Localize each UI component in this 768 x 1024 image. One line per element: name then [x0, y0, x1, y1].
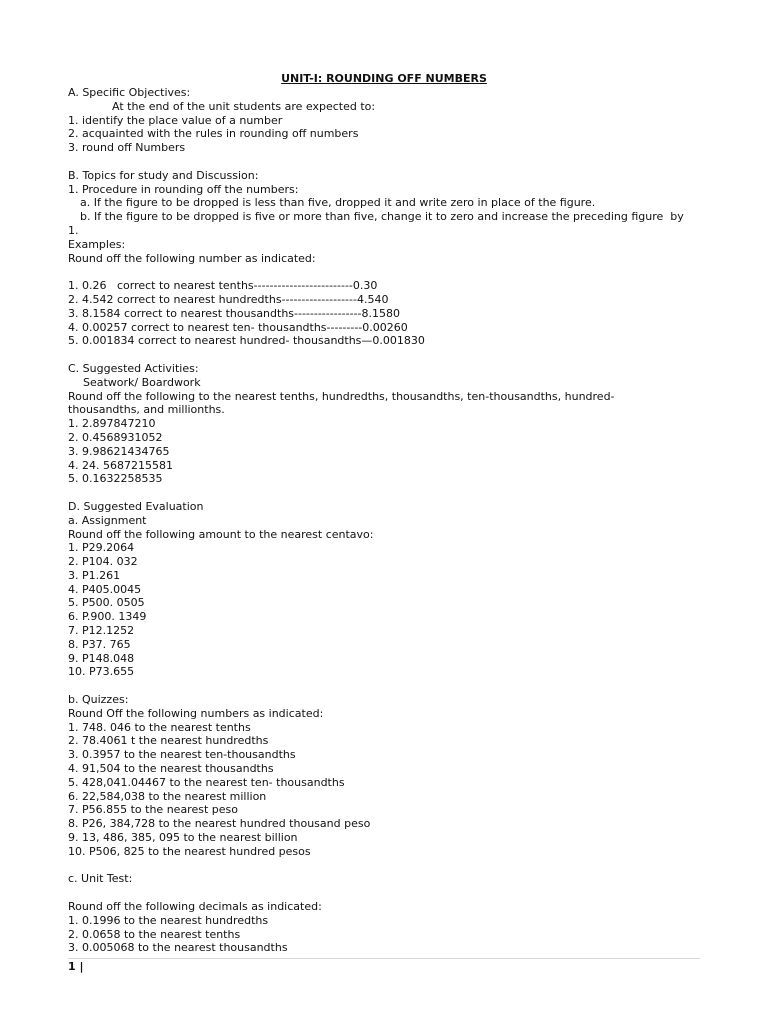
blank-line [68, 348, 708, 362]
example-item: 4. 0.00257 correct to nearest ten- thousandths---------0.00260 [68, 320, 408, 334]
activity-item: 1. 2.897847210 [68, 417, 156, 431]
assignment-item: 7. P12.1252 [68, 624, 135, 638]
unit-test-item: 3. 0.005068 to the nearest thousandths [68, 941, 288, 955]
quiz-item: 3. 0.3957 to the nearest ten-thousandths [68, 748, 296, 762]
quiz-item: 6. 22,584,038 to the nearest million [68, 789, 267, 803]
example-item: 2. 4.542 correct to nearest hundredths-------------------4.540 [68, 292, 389, 306]
assignment-item: 1. P29.2064 [68, 541, 135, 555]
activity-item: 4. 24. 5687215581 [68, 458, 173, 472]
footer-divider [68, 958, 700, 959]
document-title: UNIT-I: ROUNDING OFF NUMBERS [281, 72, 487, 85]
examples-label: Examples: [68, 237, 126, 251]
rule-a: a. If the figure to be dropped is less than five, dropped it and write zero in place of the figure. [80, 196, 596, 210]
quiz-item: 10. P506, 825 to the nearest hundred pesos [68, 844, 311, 858]
activity-item: 3. 9.98621434765 [68, 444, 170, 458]
blank-line [68, 886, 708, 900]
unit-test-item: 1. 0.1996 to the nearest hundredths [68, 913, 269, 927]
example-item: 5. 0.001834 correct to nearest hundred- thousandths—0.001830 [68, 334, 425, 348]
objective-item: 3. round off Numbers [68, 141, 186, 155]
example-item: 3. 8.1584 correct to nearest thousandths-----------------8.1580 [68, 306, 400, 320]
section-a-intro: At the end of the unit students are expected to: [112, 99, 376, 113]
assignment-item: 10. P73.655 [68, 665, 135, 679]
section-c-sub: Seatwork/ Boardwork [83, 375, 201, 389]
blank-line [68, 155, 708, 169]
assignment-item: 3. P1.261 [68, 568, 121, 582]
section-d-heading: D. Suggested Evaluation [68, 499, 204, 513]
objective-item: 1. identify the place value of a number [68, 113, 283, 127]
section-c-heading: C. Suggested Activities: [68, 361, 199, 375]
section-a-heading: A. Specific Objectives: [68, 86, 191, 99]
page-number: 1 | [68, 960, 84, 973]
unit-test-intro: Round off the following decimals as indicated: [68, 900, 322, 914]
rule-b: b. If the figure to be dropped is five or more than five, change it to zero and increase the preceding figure by [80, 210, 684, 224]
section-b-heading: B. Topics for study and Discussion: [68, 168, 259, 182]
activity-instruction-cont: thousandths, and millionths. [68, 403, 225, 417]
quiz-item: 1. 748. 046 to the nearest tenths [68, 720, 251, 734]
assignment-item: 4. P405.0045 [68, 582, 142, 596]
unit-test-item: 2. 0.0658 to the nearest tenths [68, 927, 241, 941]
blank-line [68, 859, 708, 873]
example-item: 1. 0.26 correct to nearest tenths-------------------------0.30 [68, 279, 378, 293]
rule-b-continuation: 1. [68, 223, 79, 237]
blank-line [68, 486, 708, 500]
quiz-item: 8. P26, 384,728 to the nearest hundred thousand peso [68, 817, 371, 831]
activity-instruction: Round off the following to the nearest tenths, hundredths, thousandths, ten-thousandths, hundred- [68, 389, 615, 403]
procedure-line: 1. Procedure in rounding off the numbers: [68, 182, 299, 196]
quiz-item: 5. 428,041.04467 to the nearest ten- thousandths [68, 775, 345, 789]
quiz-item: 9. 13, 486, 385, 095 to the nearest billion [68, 831, 298, 845]
assignment-item: 6. P.900. 1349 [68, 610, 147, 624]
document-body [68, 86, 708, 955]
quiz-item: 2. 78.4061 t the nearest hundredths [68, 734, 269, 748]
assignment-item: 2. P104. 032 [68, 555, 138, 569]
activity-item: 5. 0.1632258535 [68, 472, 163, 486]
blank-line [68, 679, 708, 693]
blank-line [68, 265, 708, 279]
examples-intro: Round off the following number as indicated: [68, 251, 316, 265]
quiz-item: 4. 91,504 to the nearest thousandths [68, 762, 274, 776]
assignment-item: 9. P148.048 [68, 651, 135, 665]
assignment-item: 5. P500. 0505 [68, 596, 145, 610]
quizzes-intro: Round Off the following numbers as indicated: [68, 706, 324, 720]
assignment-intro: Round off the following amount to the nearest centavo: [68, 527, 374, 541]
assignment-item: 8. P37. 765 [68, 637, 131, 651]
objective-item: 2. acquainted with the rules in rounding off numbers [68, 127, 359, 141]
quiz-item: 7. P56.855 to the nearest peso [68, 803, 238, 817]
activity-item: 2. 0.4568931052 [68, 430, 163, 444]
assignment-label: a. Assignment [68, 513, 147, 527]
unit-test-label: c. Unit Test: [68, 872, 133, 886]
quizzes-label: b. Quizzes: [68, 693, 129, 707]
